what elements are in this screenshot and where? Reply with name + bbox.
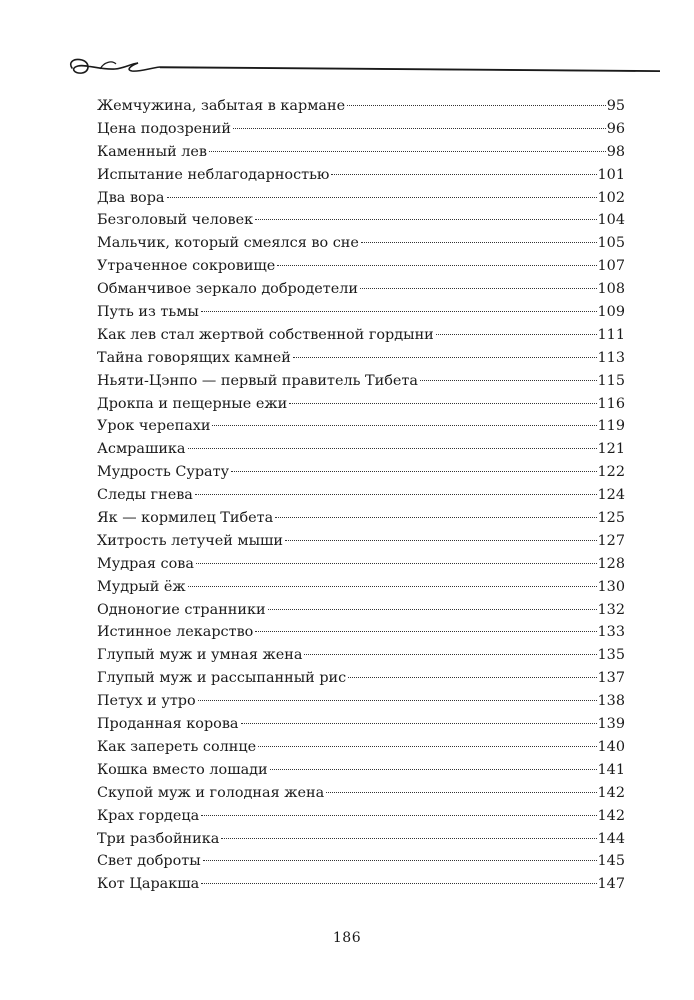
toc-entry-title: Ньяти-Цэнпо — первый правитель Тибета — [97, 372, 418, 389]
toc-entry-title: Мудрый ёж — [97, 578, 186, 595]
toc-entry — [97, 828, 625, 851]
toc-entry-title: Мудрая сова — [97, 555, 194, 572]
toc-dot-leader — [195, 494, 597, 495]
toc-entry-page: 138 — [597, 693, 625, 710]
toc-entry-title: Мальчик, который смеялся во сне — [97, 235, 359, 252]
toc-dot-leader — [212, 425, 596, 426]
toc-dot-leader — [201, 311, 597, 312]
toc-entry-page: 119 — [597, 418, 625, 435]
toc-dot-leader — [275, 517, 596, 518]
toc-entry-page: 132 — [597, 601, 625, 618]
toc-entry-title: Как лев стал жертвой собственной гордыни — [97, 326, 434, 343]
toc-entry-page: 130 — [597, 578, 625, 595]
toc-entry — [97, 324, 625, 347]
toc-entry — [97, 576, 625, 599]
toc-entry — [97, 415, 625, 438]
toc-entry-page: 135 — [597, 647, 625, 664]
toc-entry — [97, 873, 625, 896]
toc-entry-page: 124 — [597, 487, 625, 504]
toc-dot-leader — [268, 609, 597, 610]
toc-entry-page: 147 — [597, 876, 625, 893]
toc-entry-page: 96 — [606, 120, 625, 137]
toc-entry — [97, 301, 625, 324]
toc-entry-page: 137 — [597, 670, 625, 687]
toc-dot-leader — [188, 448, 597, 449]
toc-entry-page: 115 — [597, 372, 625, 389]
toc-entry — [97, 278, 625, 301]
toc-entry-title: Урок черепахи — [97, 418, 211, 435]
toc-entry-title: Два вора — [97, 189, 165, 206]
toc-dot-leader — [209, 151, 606, 152]
toc-entry — [97, 255, 625, 278]
toc-entry-title: Глупый муж и рассыпанный рис — [97, 670, 347, 687]
toc-entry-page: 107 — [597, 258, 625, 275]
toc-entry-title: Испытание неблагодарностью — [97, 166, 330, 183]
toc-entry-page: 101 — [597, 166, 625, 183]
toc-entry — [97, 187, 625, 210]
toc-dot-leader — [255, 219, 596, 220]
toc-entry — [97, 782, 625, 805]
toc-dot-leader — [277, 265, 596, 266]
toc-dot-leader — [198, 700, 597, 701]
toc-entry-title: Одноногие странники — [97, 601, 266, 618]
toc-entry — [97, 438, 625, 461]
toc-dot-leader — [221, 838, 596, 839]
toc-entry-page: 122 — [597, 464, 625, 481]
toc-entry-title: Три разбойника — [97, 830, 220, 847]
toc-entry-title: Кошка вместо лошади — [97, 761, 268, 778]
table-of-contents — [97, 95, 625, 896]
toc-dot-leader — [196, 563, 597, 564]
toc-dot-leader — [201, 883, 596, 884]
toc-entry-title: Как запереть солнце — [97, 738, 257, 755]
toc-entry-page: 95 — [606, 98, 625, 114]
toc-entry-page: 104 — [597, 212, 625, 229]
toc-entry-page: 142 — [597, 807, 625, 824]
toc-entry-title: Обманчивое зеркало добродетели — [97, 281, 358, 298]
toc-entry-page: 116 — [597, 395, 625, 412]
toc-entry-title: Скупой муж и голодная жена — [97, 784, 325, 801]
toc-dot-leader — [293, 357, 597, 358]
toc-entry — [97, 736, 625, 759]
toc-entry-page: 133 — [597, 624, 625, 641]
toc-entry-page: 113 — [597, 349, 625, 366]
toc-entry — [97, 118, 625, 141]
toc-entry-title: Асмрашика — [97, 441, 186, 458]
toc-entry — [97, 667, 625, 690]
toc-entry — [97, 690, 625, 713]
toc-entry — [97, 805, 625, 828]
toc-dot-leader — [258, 746, 596, 747]
toc-dot-leader — [348, 677, 596, 678]
toc-entry — [97, 850, 625, 873]
toc-entry — [97, 759, 625, 782]
toc-entry — [97, 209, 625, 232]
toc-entry — [97, 461, 625, 484]
toc-entry-title: Глупый муж и умная жена — [97, 647, 303, 664]
toc-entry-title: Утраченное сокровище — [97, 258, 276, 275]
toc-entry-page: 102 — [597, 189, 625, 206]
toc-dot-leader — [285, 540, 597, 541]
toc-entry — [97, 530, 625, 553]
flourish-divider-icon — [60, 48, 660, 88]
toc-entry — [97, 164, 625, 187]
toc-entry-title: Крах гордеца — [97, 807, 200, 824]
toc-entry-title: Следы гнева — [97, 487, 193, 504]
toc-entry — [97, 621, 625, 644]
toc-dot-leader — [420, 380, 597, 381]
toc-entry-page: 111 — [597, 326, 625, 343]
toc-dot-leader — [255, 631, 596, 632]
toc-entry-title: Свет доброты — [97, 853, 201, 870]
toc-entry-page: 139 — [597, 716, 625, 733]
toc-entry-page: 105 — [597, 235, 625, 252]
toc-entry — [97, 370, 625, 393]
toc-dot-leader — [201, 815, 596, 816]
toc-entry-page: 144 — [597, 830, 625, 847]
toc-entry — [97, 507, 625, 530]
toc-entry-title: Як — кормилец Тибета — [97, 510, 274, 527]
toc-dot-leader — [188, 586, 597, 587]
toc-entry — [97, 393, 625, 416]
toc-entry-title: Петух и утро — [97, 693, 196, 710]
toc-entry-title: Мудрость Сурату — [97, 464, 230, 481]
toc-entry-page: 128 — [597, 555, 625, 572]
toc-entry-title: Хитрость летучей мыши — [97, 532, 284, 549]
toc-entry-page: 127 — [597, 532, 625, 549]
toc-dot-leader — [167, 197, 597, 198]
toc-entry-page: 141 — [597, 761, 625, 778]
toc-entry-title: Кот Царакша — [97, 876, 200, 893]
toc-entry-title: Путь из тьмы — [97, 304, 199, 321]
toc-dot-leader — [326, 792, 596, 793]
toc-entry-title: Истинное лекарство — [97, 624, 254, 641]
toc-entry-title: Каменный лев — [97, 143, 207, 160]
toc-entry — [97, 484, 625, 507]
toc-entry — [97, 713, 625, 736]
toc-entry-title: Жемчужина, забытая в кармане — [97, 98, 346, 114]
toc-entry-title: Безголовый человек — [97, 212, 254, 229]
toc-entry — [97, 347, 625, 370]
toc-entry-page: 121 — [597, 441, 625, 458]
toc-dot-leader — [241, 723, 597, 724]
toc-dot-leader — [304, 654, 596, 655]
toc-entry-page: 125 — [597, 510, 625, 527]
toc-entry-page: 98 — [606, 143, 625, 160]
toc-dot-leader — [289, 403, 596, 404]
toc-dot-leader — [361, 242, 597, 243]
toc-entry — [97, 644, 625, 667]
toc-entry-page: 142 — [597, 784, 625, 801]
toc-entry — [97, 141, 625, 164]
toc-dot-leader — [360, 288, 597, 289]
toc-entry — [97, 599, 625, 622]
toc-dot-leader — [203, 860, 597, 861]
toc-entry — [97, 232, 625, 255]
toc-entry-title: Проданная корова — [97, 716, 239, 733]
toc-entry-title: Тайна говорящих камней — [97, 349, 291, 366]
toc-dot-leader — [347, 105, 606, 106]
page-number: 186 — [332, 930, 362, 946]
toc-dot-leader — [270, 769, 597, 770]
toc-dot-leader — [331, 174, 596, 175]
toc-entry-title: Цена подозрений — [97, 120, 231, 137]
toc-entry — [97, 553, 625, 576]
toc-entry-page: 109 — [597, 304, 625, 321]
toc-dot-leader — [231, 471, 596, 472]
toc-entry-page: 145 — [597, 853, 625, 870]
toc-entry-title: Дрокпа и пещерные ежи — [97, 395, 288, 412]
toc-dot-leader — [436, 334, 597, 335]
toc-entry-page: 140 — [597, 738, 625, 755]
toc-entry-page: 108 — [597, 281, 625, 298]
toc-entry — [97, 95, 625, 118]
toc-dot-leader — [233, 128, 606, 129]
